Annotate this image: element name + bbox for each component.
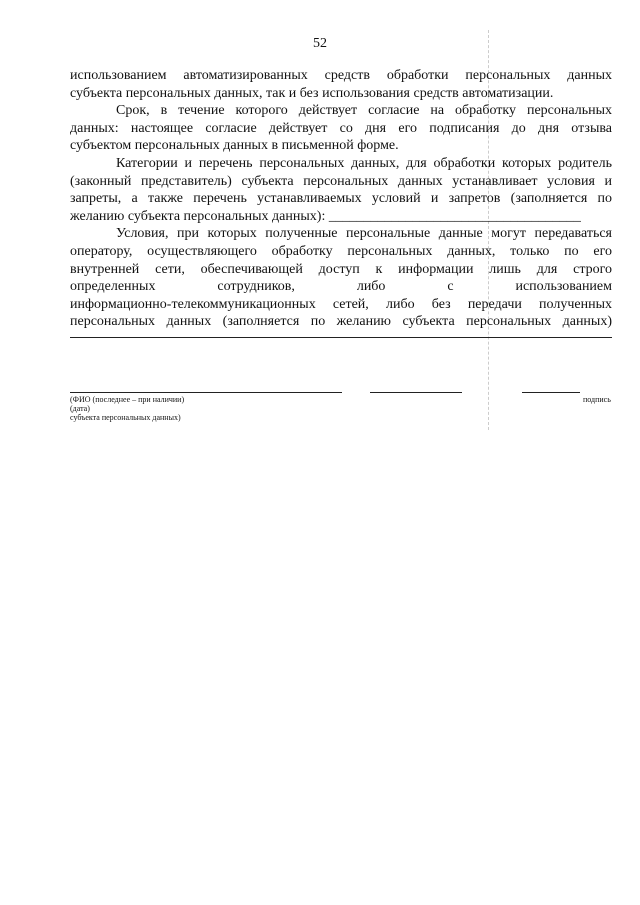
subject-label: субъекта персональных данных) [70,413,181,422]
text-line: Категории и перечень персональных данных, для обработки которых родитель [116,155,612,171]
fio-label: (ФИО (последнее – при наличии) [70,395,185,404]
signature-line [522,392,580,393]
fio-signature-line [70,392,342,393]
text-line: запреты, а также перечень устанавливаемых условий и запретов (заполняется по [70,191,612,207]
text-line: оператору, осуществляющего обработку персональных данных, только по его [70,243,612,259]
text-line: определенных сотрудников, либо с использованием [70,279,612,295]
date-label: (дата) [70,404,90,413]
text-line: данных: настоящее согласие действует со дня его подписания до дня отзыва [70,120,612,136]
text-line: Срок, в течение которого действует согласие на обработку персональных [116,103,612,119]
blank-fill-line [70,337,612,338]
signature-label: подпись [583,395,611,404]
text-line: желанию субъекта персональных данных): ____________________________________ [70,208,581,224]
text-line: (законный представитель) субъекта персональных данных устанавливает условия и [70,173,612,189]
date-line [370,392,462,393]
text-line: информационно-телекоммуникационных сетей, либо без передачи полученных [70,296,612,312]
text-line: Условия, при которых полученные персональные данные могут передаваться [116,226,612,242]
document-body [70,67,612,331]
text-line: персональных данных (заполняется по желанию субъекта персональных данных) [70,314,612,330]
text-line: использованием автоматизированных средств обработки персональных данных [70,68,612,83]
page-number: 52 [313,36,327,51]
text-line: субъектом персональных данных в письменной форме. [70,138,399,154]
text-line: внутренней сети, обеспечивающей доступ к информации лишь для строго [70,261,612,277]
text-line: субъекта персональных данных, так и без использования средств автоматизации. [70,85,554,101]
